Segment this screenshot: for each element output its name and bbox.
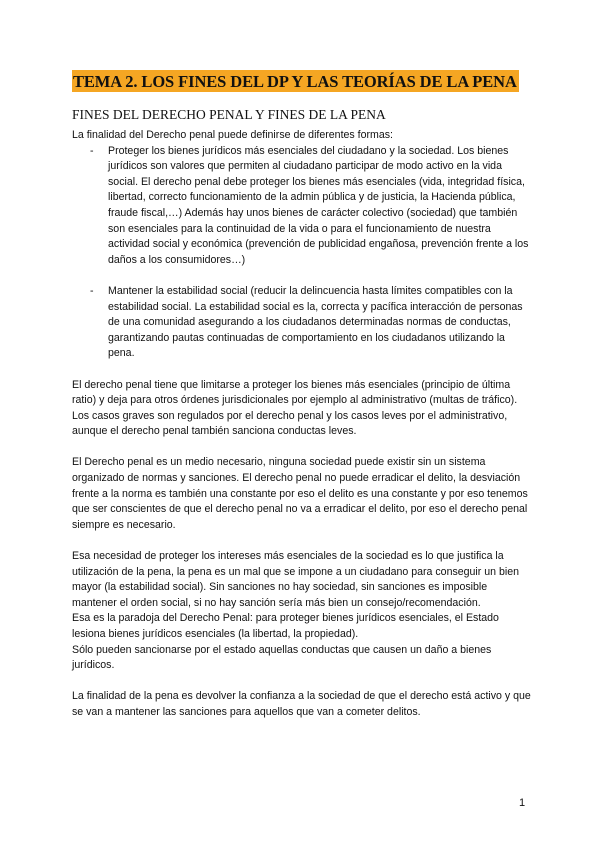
page-number: 1	[519, 797, 526, 809]
spacer	[72, 268, 534, 284]
dash-bullet: -	[90, 144, 94, 157]
dash-bullet: -	[90, 284, 94, 297]
list-item	[72, 144, 534, 269]
objectives-list	[72, 144, 534, 362]
spacer	[72, 440, 534, 456]
paragraph: Esa es la paradoja del Derecho Penal: para proteger bienes jurídicos esenciales, el Estado lesiona bienes jurídicos esenciales (la libertad, la propiedad).	[72, 612, 499, 640]
closing-paragraph: La finalidad de la pena es devolver la confianza a la sociedad de que el derecho está activo y que se van a mantener las sanciones para aquellos que van a cometer delitos.	[72, 690, 531, 718]
spacer	[72, 533, 534, 549]
list-item	[72, 284, 534, 362]
paragraph: El derecho penal tiene que limitarse a proteger los bienes más esenciales (principio de última ratio) y deja para otros órdenes jurisdicionales por ejemplo al administrativo (multas de tráfico). Los casos graves son regulados por el derecho penal y los casos leves por el administrativo, aunque el derecho penal también sanciona conductas leves.	[72, 378, 518, 438]
paragraph: Esa necesidad de proteger los intereses más esenciales de la sociedad es lo que justifica la utilización de la pena, la pena es un mal que se impone a un ciudadano para conseguir un bien mayor (la estabilidad social). Sin sanciones no hay sociedad, sin sanciones es imposible mantener el orden social, si no hay sanción sería más bien un consejo/recomendación.	[72, 550, 520, 609]
document-body	[72, 128, 534, 721]
paragraph: Sólo pueden sancionarse por el estado aquellas conductas que causen un daño a bienes jurídicos.	[72, 643, 492, 672]
section-heading: FINES DEL DERECHO PENAL Y FINES DE LA PENA	[72, 107, 386, 122]
spacer	[72, 362, 534, 378]
document-title: TEMA 2. LOS FINES DEL DP Y LAS TEORÍAS DE LA PENA	[73, 72, 517, 91]
list-item-text: Mantener la estabilidad social (reducir la delincuencia hasta límites compatibles con la estabilidad social. La estabilidad social es la, correcta y pacífica interacción de personas de una comunidad asegurando a los ciudadanos determinadas normas de conductas, garantizando pautas continuadas de comportamiento en los ciudadanos utilizando la pena.	[108, 284, 523, 360]
spacer	[72, 674, 534, 690]
intro-paragraph: La finalidad del Derecho penal puede definirse de diferentes formas:	[72, 129, 393, 141]
paragraph: El Derecho penal es un medio necesario, ninguna sociedad puede existir sin un sistema organizado de normas y sanciones. El derecho penal no puede erradicar el delito, la desviación frente a la norma es también una constante por eso el delito es una constante y por eso tenemos que ser conscientes de que el derecho penal no va a erradicar el delito, por eso el derecho penal siempre es necesario.	[72, 456, 528, 531]
list-item-text: Proteger los bienes jurídicos más esenciales del ciudadano y la sociedad. Los bienes jurídicos son valores que permiten al ciudadano participar de modo activo en la vida social. El derecho penal debe proteger los bienes más esenciales (vida, integridad física, libertad, correcto funcionamiento de la admin pública y de justicia, la Hacienda pública, fraude fiscal,…) Además hay unos bienes de carácter colectivo (sociedad) que también son esenciales para la continuidad de la vida o para el funcionamiento de nuestra actividad social y económica (prevención de publicidad engañosa, prevención frente a los daños a los consumidores…)	[108, 144, 529, 266]
